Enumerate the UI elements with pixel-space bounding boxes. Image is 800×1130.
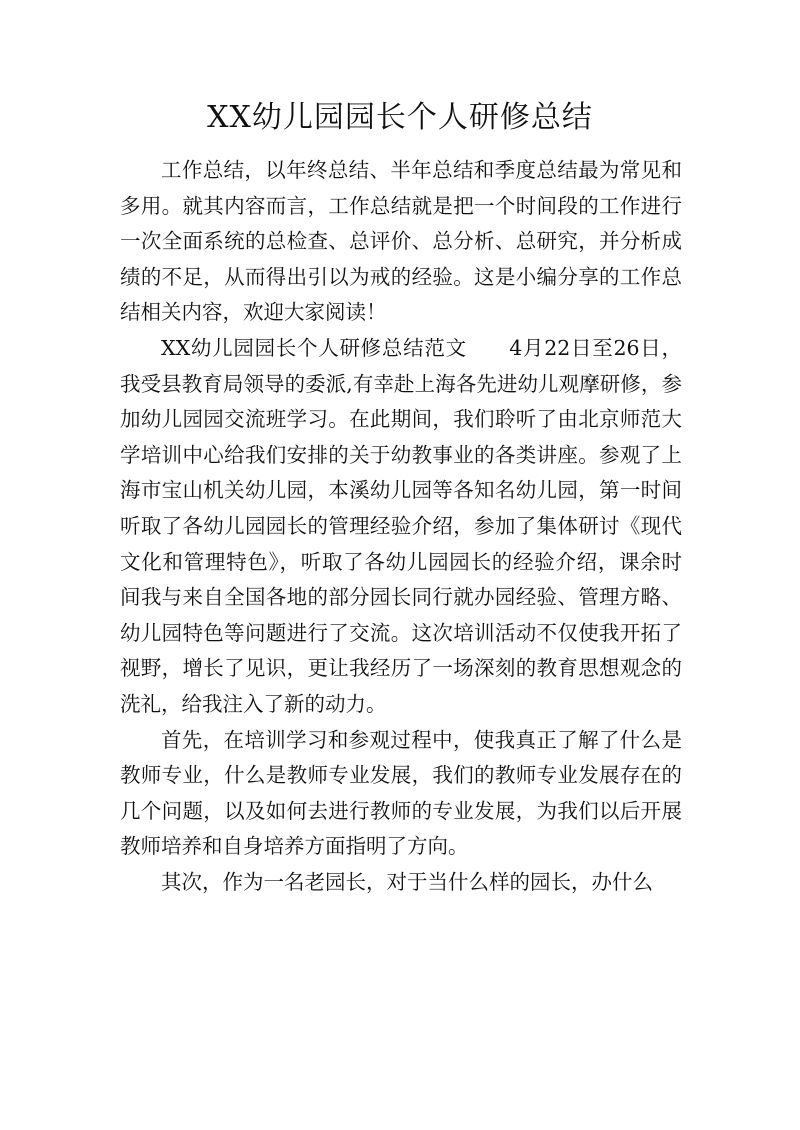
paragraph-second-point: 其次，作为一名老园长，对于当什么样的园长，办什么	[161, 869, 653, 894]
document-body	[120, 153, 682, 900]
paragraph-first-point: 首先，在培训学习和参观过程中，使我真正了解了什么是教师专业，什么是教师专业发展，我们的教师专业发展存在的几个问题，以及如何去进行教师的专业发展，为我们以后开展教师培养和自身培养方面指明了方向。	[120, 727, 682, 859]
paragraph-intro: 工作总结，以年终总结、半年总结和季度总结最为常见和多用。就其内容而言，工作总结就是把一个时间段的工作进行一次全面系统的总检查、总评价、总分析、总研究，并分析成绩的不足，从而得出引以为戒的经验。这是小编分享的工作总结相关内容，欢迎大家阅读！	[120, 158, 682, 325]
document-title: XX幼儿园园长个人研修总结	[207, 100, 593, 135]
paragraph-training-summary: XX幼儿园园长个人研修总结范文 4月22日至26日，我受县教育局领导的委派,有幸赴上海各先进幼儿观摩研修，参加幼儿园园交流班学习。在此期间，我们聆听了由北京师范大学培训中心给我们安排的关于幼教事业的各类讲座。参观了上海市宝山机关幼儿园，本溪幼儿园等各知名幼儿园，第一时间听取了各幼儿园园长的管理经验介绍，参加了集体研讨《现代文化和管理特色》，听取了各幼儿园园长的经验介绍，课余时间我与来自全国各地的部分园长同行就办园经验、管理方略、幼儿园特色等问题进行了交流。这次培训活动不仅使我开拓了视野，增长了见识，更让我经历了一场深刻的教育思想观念的洗礼，给我注入了新的动力。	[120, 335, 682, 716]
